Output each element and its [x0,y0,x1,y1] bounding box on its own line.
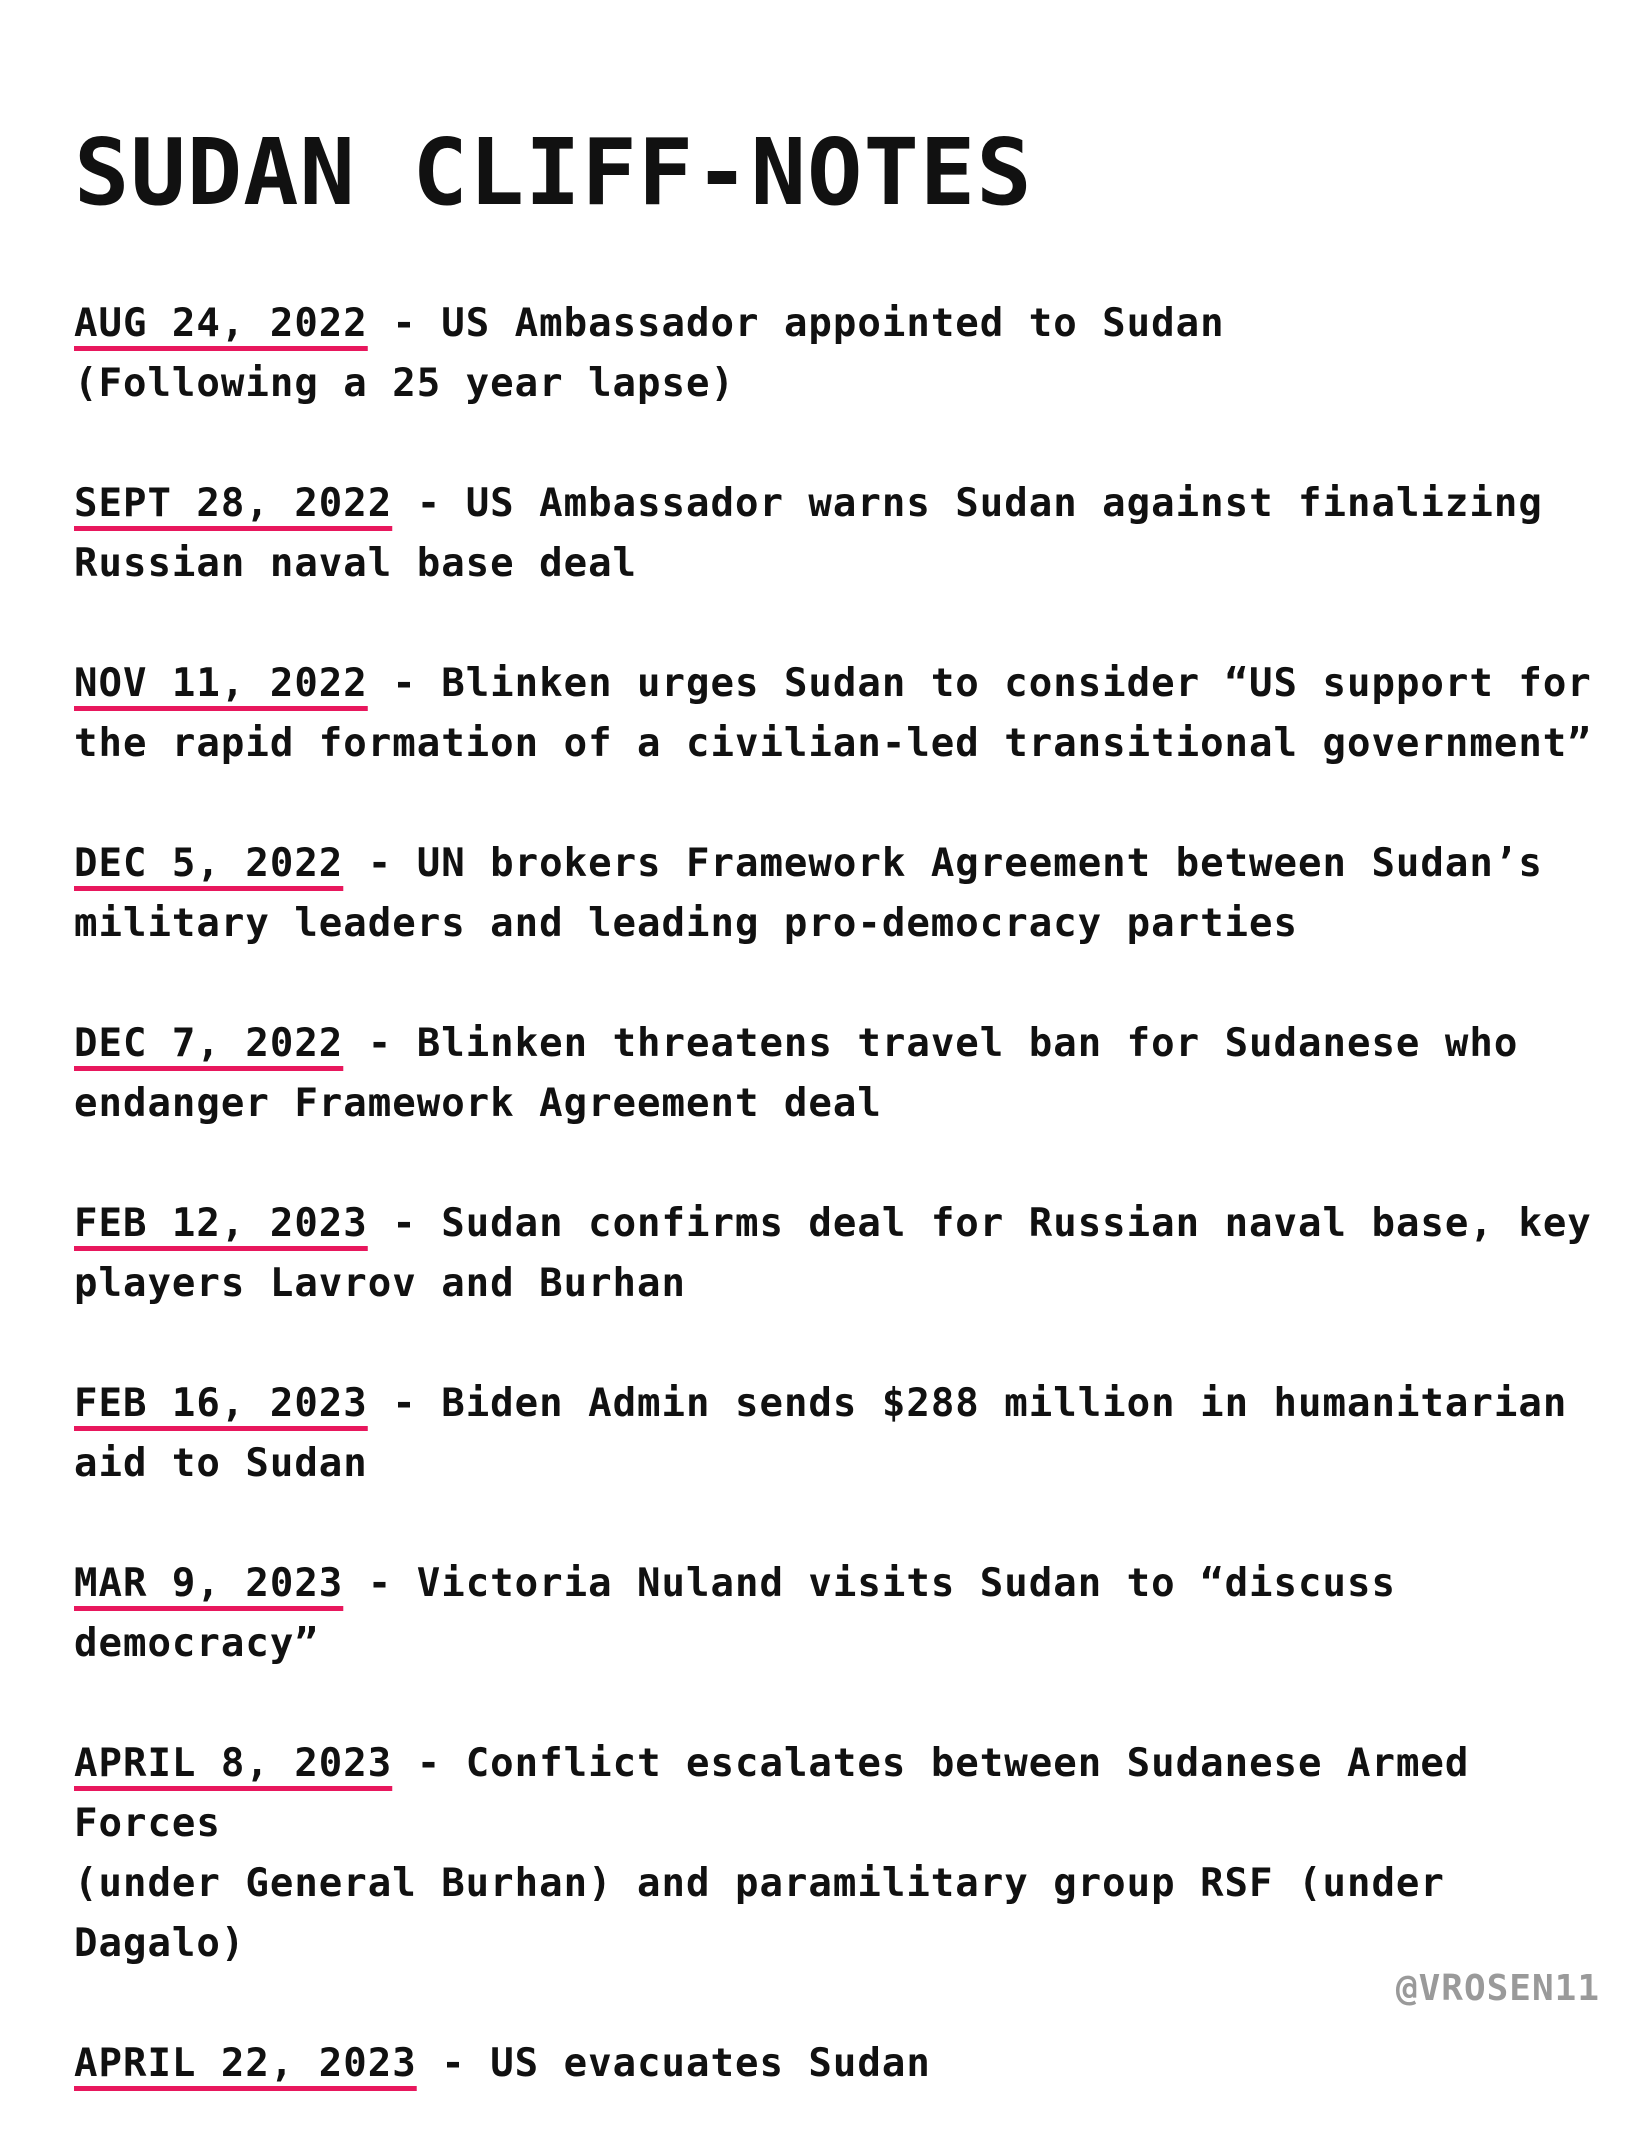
entry-date: DEC 7, 2022 [74,1021,344,1066]
entry-text: US Ambassador warns Sudan against finalizing Russian naval base deal [74,481,1543,586]
entry-separator: - [392,481,466,526]
timeline-entry [74,474,1624,594]
entry-separator: - [367,301,442,346]
entry-separator: - [367,1201,442,1246]
entry-text: US Ambassador appointed to Sudan (Following a 25 year lapse) [74,301,1225,406]
entry-date: NOV 11, 2022 [74,661,368,706]
entry-date: DEC 5, 2022 [74,841,344,886]
timeline-list [74,294,1624,2154]
timeline-entry [74,654,1624,774]
entry-text: Conflict escalates between Sudanese Armed Forces (under General Burhan) and paramilitary group RSF (under Dagalo) [74,1741,1470,1966]
timeline-entry [74,1194,1624,1314]
entry-date: AUG 24, 2022 [74,301,368,346]
entry-text: US evacuates Sudan [490,2041,931,2086]
timeline-entry [74,294,1624,414]
timeline-entry [74,834,1624,954]
entry-text: UN brokers Framework Agreement between Sudan’s military leaders and leading pro-democracy parties [74,841,1543,946]
entry-text: Biden Admin sends $288 million in humanitarian aid to Sudan [74,1381,1568,1486]
entry-separator: - [392,1741,466,1786]
entry-separator: - [367,661,442,706]
entry-date: SEPT 28, 2022 [74,481,393,526]
entry-separator: - [367,1381,442,1426]
timeline-entry [74,1554,1624,1674]
entry-separator: - [416,2041,491,2086]
timeline-entry [74,1374,1624,1494]
entry-date: APRIL 8, 2023 [74,1741,393,1786]
entry-text: Blinken threatens travel ban for Sudanese who endanger Framework Agreement deal [74,1021,1519,1126]
entry-text: Sudan confirms deal for Russian naval base, key players Lavrov and Burhan [74,1201,1592,1306]
entry-date: FEB 16, 2023 [74,1381,368,1426]
timeline-entry [74,2034,1624,2094]
entry-separator: - [343,1021,417,1066]
timeline-entry [74,1014,1624,1134]
entry-date: FEB 12, 2023 [74,1201,368,1246]
entry-separator: - [343,841,417,886]
watermark-handle: @VROSEN11 [1395,1968,1600,2009]
entry-text: Blinken urges Sudan to consider “US support for the rapid formation of a civilian-led transitional government” [74,661,1592,766]
entry-text: Victoria Nuland visits Sudan to “discuss democracy” [74,1561,1421,1666]
entry-date: APRIL 22, 2023 [74,2041,417,2086]
timeline-entry [74,1734,1624,1974]
entry-date: MAR 9, 2023 [74,1561,344,1606]
entry-separator: - [343,1561,417,1606]
page-title: SUDAN CLIFF-NOTES [74,119,1033,226]
